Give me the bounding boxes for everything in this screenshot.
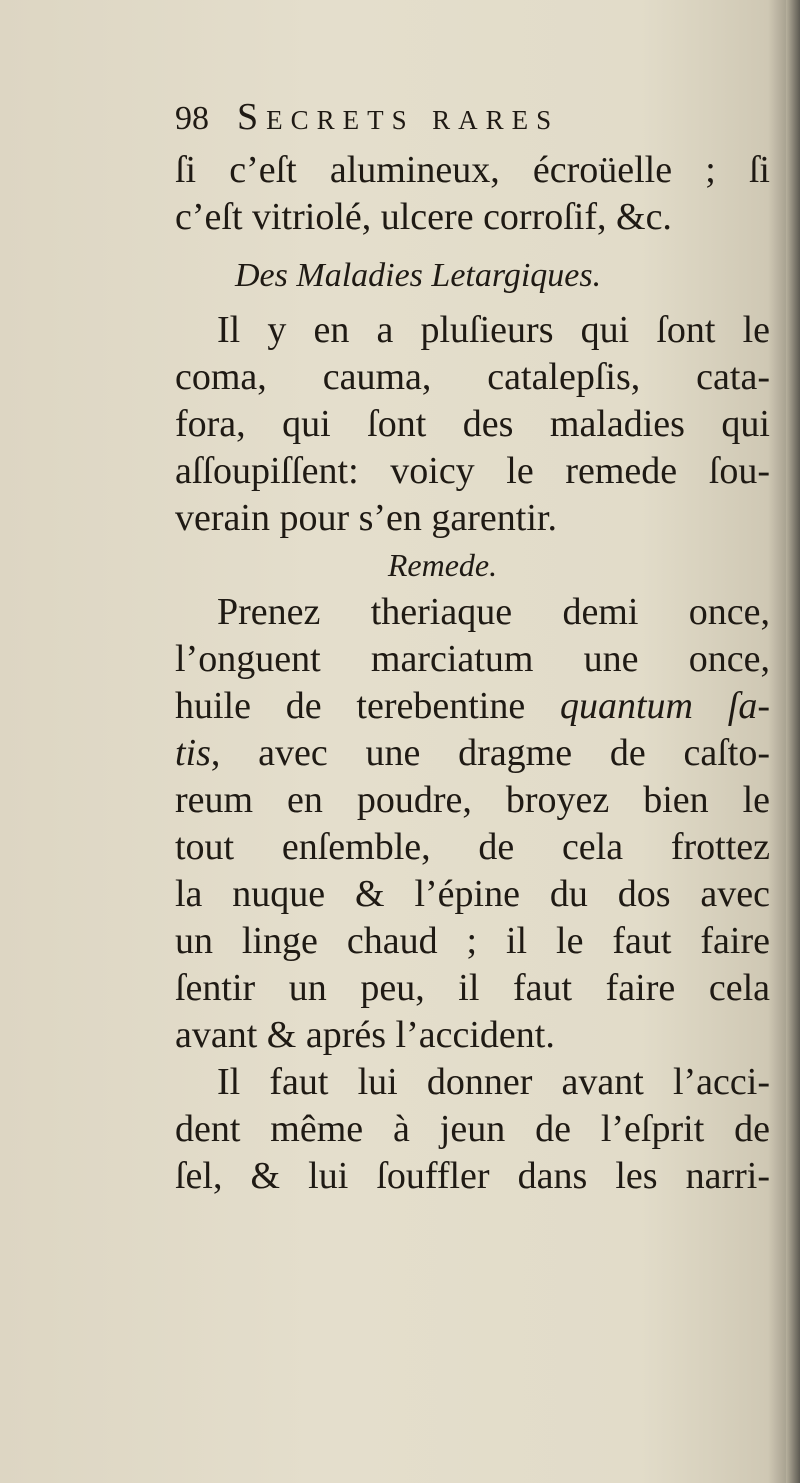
text-line: tout enſemble, de cela frottez xyxy=(175,826,770,868)
text-line: ſentir un peu, il faut faire cela xyxy=(175,967,770,1009)
text-line: un linge chaud ; il le faut faire xyxy=(175,920,770,962)
text-line: c’eſt vitriolé, ulcere corroſif, &c. xyxy=(175,196,672,238)
text-line: verain pour s’en garentir. xyxy=(175,497,557,539)
remedy-subheading: Remede. xyxy=(387,547,498,583)
text-run: , avec une dragme de caſto- xyxy=(210,732,770,774)
text-run: huile de terebentine xyxy=(175,685,560,727)
latin-phrase: quantum ſa- xyxy=(560,685,770,727)
text-line: l’onguent marciatum une once, xyxy=(175,638,770,680)
text-line: Il faut lui donner avant l’acci- xyxy=(217,1061,770,1103)
text-line: ſi c’eſt alumineux, écroüelle ; ſi xyxy=(175,149,770,191)
text-line xyxy=(175,730,770,777)
text-line: dent même à jeun de l’eſprit de xyxy=(175,1108,770,1150)
text-line: avant & aprés l’accident. xyxy=(175,1014,555,1056)
text-line: la nuque & l’épine du dos avec xyxy=(175,873,770,915)
page-edge-shadow xyxy=(786,0,800,1483)
text-line: ſel, & lui ſouffler dans les narri- xyxy=(175,1155,770,1197)
text-block xyxy=(175,95,770,1200)
text-line: coma, cauma, catalepſis, cata- xyxy=(175,356,770,398)
text-line: Prenez theriaque demi once, xyxy=(217,591,770,633)
text-line xyxy=(175,683,770,730)
section-heading: Des Maladies Letargiques. xyxy=(235,257,602,294)
page-number: 98 xyxy=(175,100,209,137)
running-title: Secrets rares xyxy=(237,96,560,138)
text-line: reum en poudre, broyez bien le xyxy=(175,779,770,821)
text-line: aſſoupiſſent: voicy le remede ſou- xyxy=(175,450,770,492)
latin-phrase: tis xyxy=(175,732,211,774)
text-line: fora, qui ſont des maladies qui xyxy=(175,403,770,445)
running-head xyxy=(175,95,770,147)
text-line: Il y en a pluſieurs qui ſont le xyxy=(217,309,770,351)
